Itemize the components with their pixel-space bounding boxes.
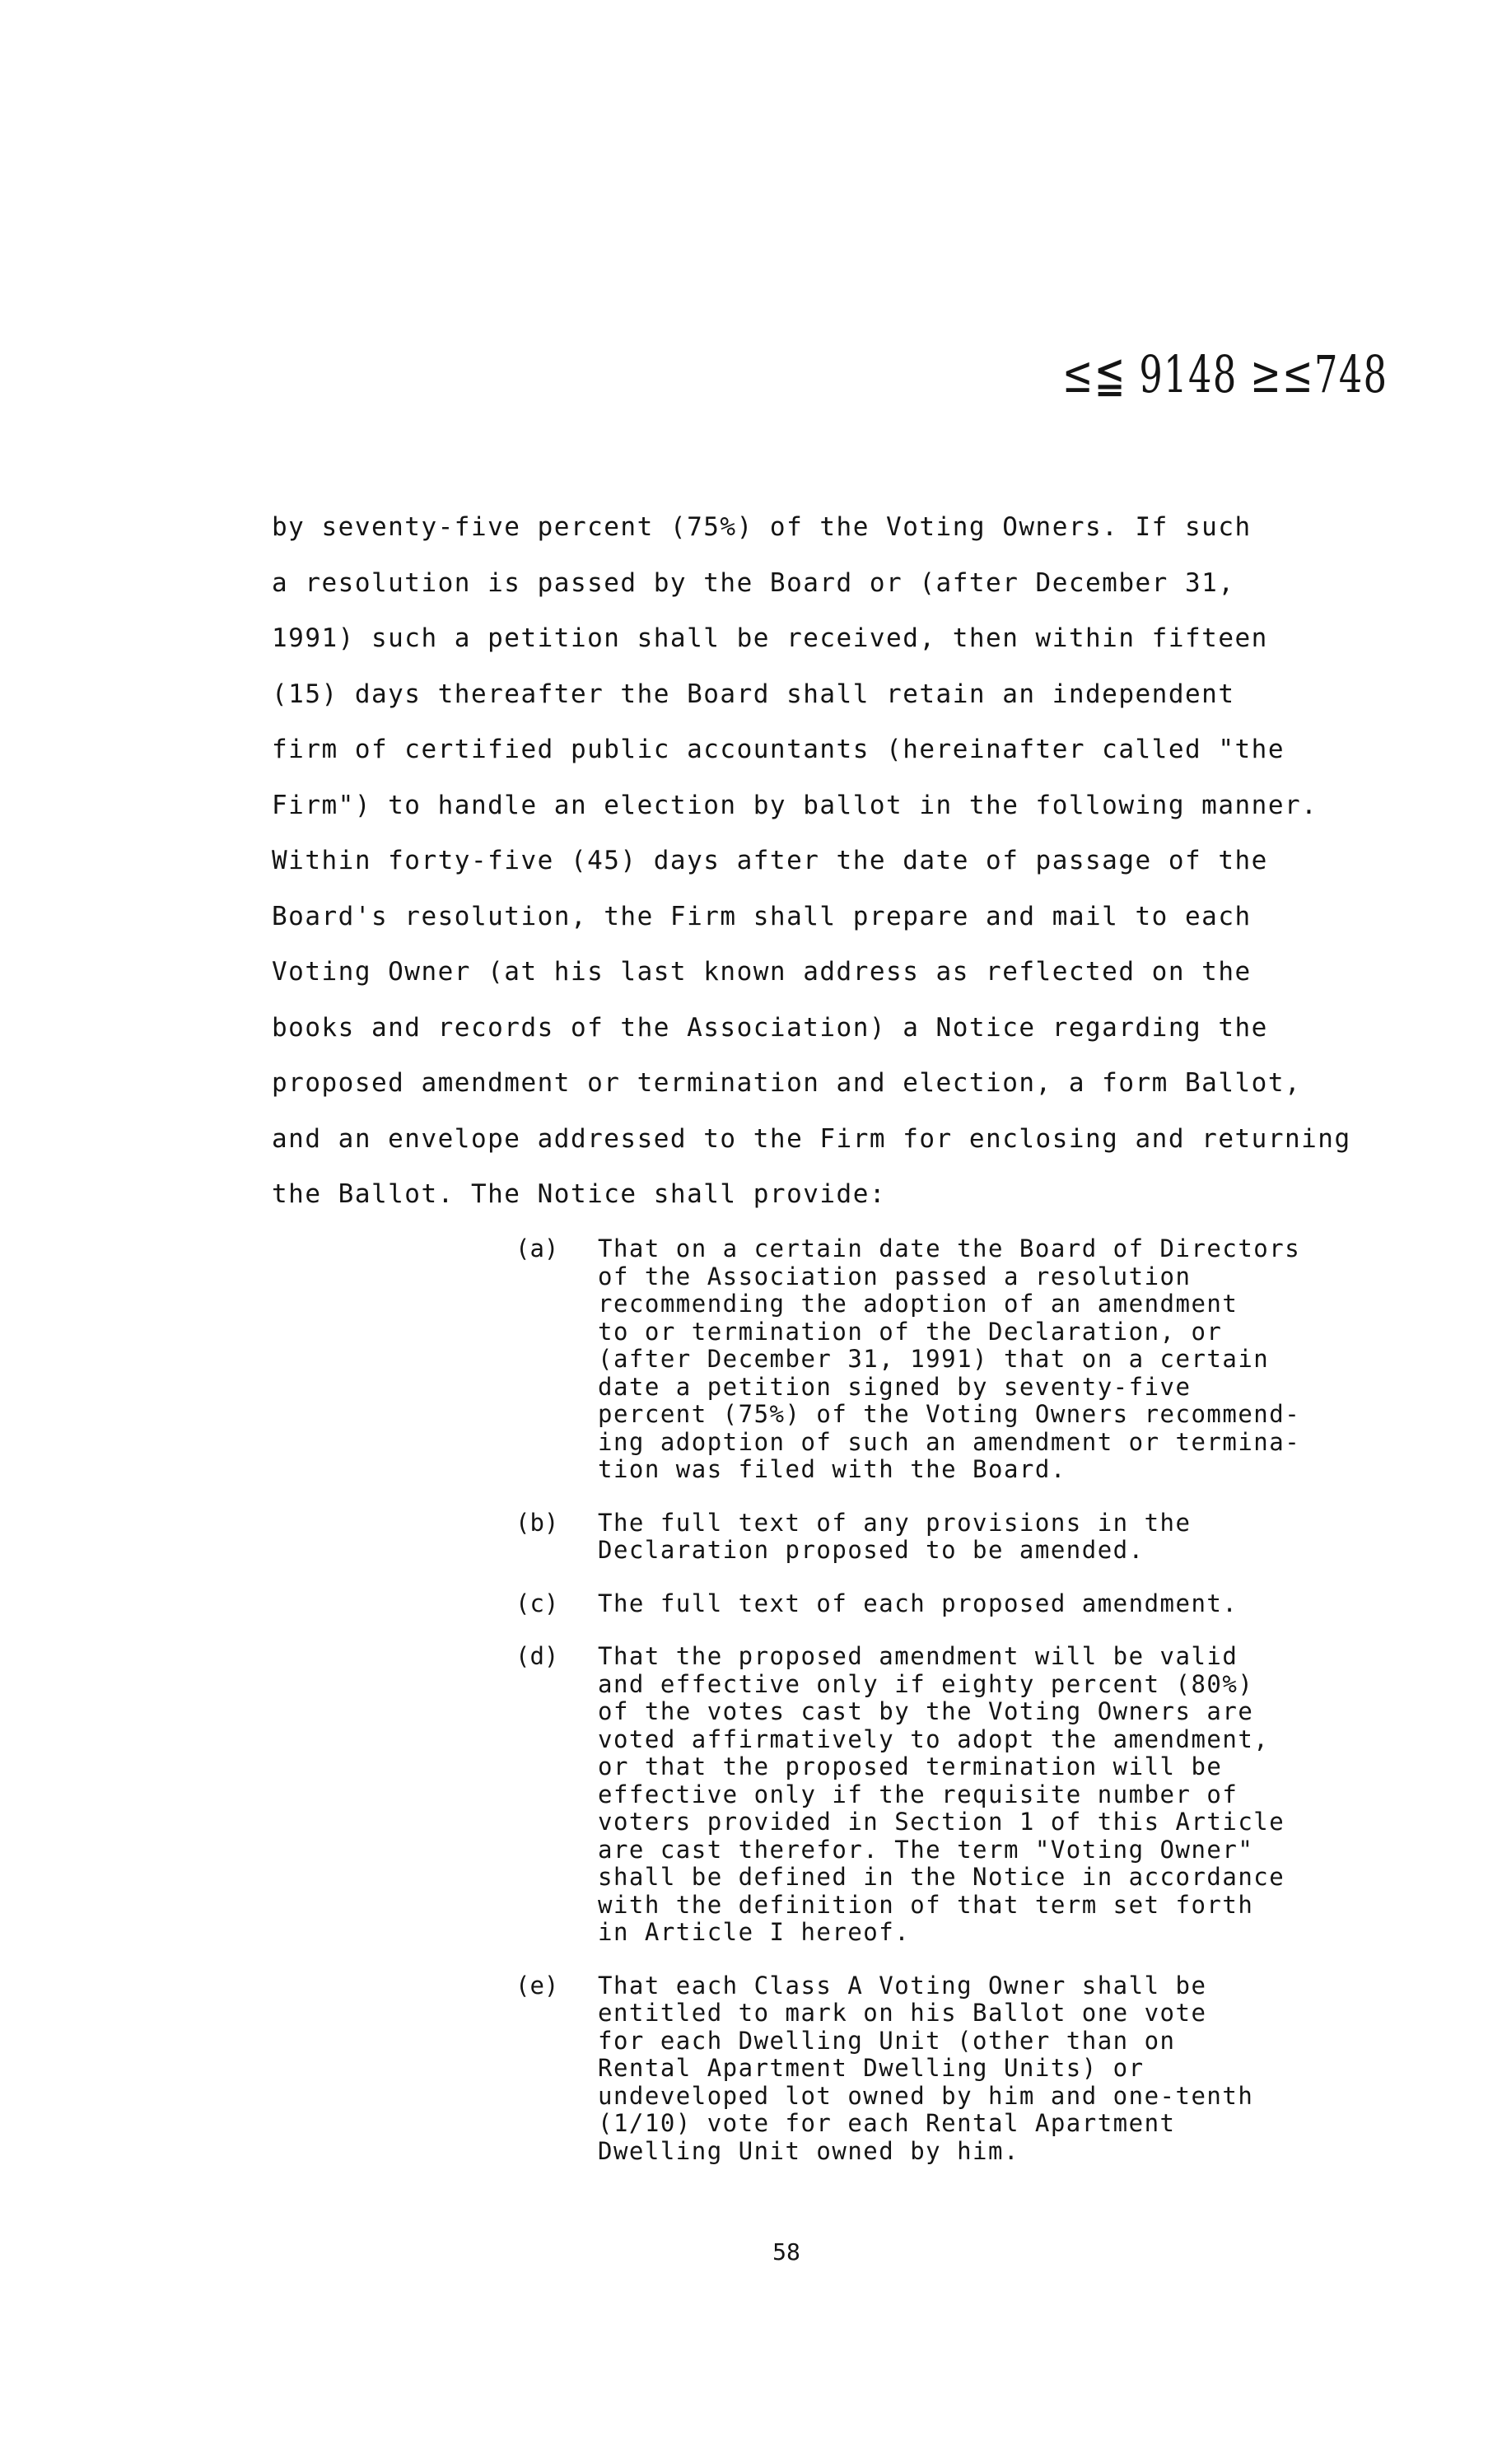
provision-item [515,1972,1446,2166]
paragraph-line: by seventy-five percent (75%) of the Voting Owners. If such [272,512,1252,542]
provision-line: for each Dwelling Unit (other than on [598,2026,1176,2055]
provision-line: and effective only if eighty percent (80%) [598,1669,1254,1698]
paragraph-line: firm of certified public accountants (hereinafter called "the [272,735,1285,764]
paragraph-line: the Ballot. The Notice shall provide: [272,1179,887,1209]
provision-line: date a petition signed by seventy-five [598,1372,1192,1401]
provision-line: of the Association passed a resolution [598,1262,1192,1290]
provision-line: (after December 31, 1991) that on a certain [598,1345,1270,1373]
provision-line: Rental Apartment Dwelling Units) or [598,2054,1145,2082]
provision-line: undeveloped lot owned by him and one-tenth [598,2081,1254,2110]
paragraph-line: Board's resolution, the Firm shall prepare and mail to each [272,901,1252,931]
provision-text [598,1590,1446,1618]
provision-item [515,1643,1446,1947]
provision-text [598,1510,1446,1565]
provision-label: (c) [515,1589,559,1617]
provision-line: (1/10) vote for each Rental Apartment [598,2109,1176,2137]
provision-line: The full text of each proposed amendment. [598,1589,1238,1617]
provision-line: recommending the adoption of an amendment [598,1290,1238,1318]
paragraph-line: books and records of the Association) a Notice regarding the [272,1012,1268,1043]
provision-item [515,1235,1446,1484]
provision-line: voters provided in Section 1 of this Article [598,1808,1285,1836]
provision-line: entitled to mark on his Ballot one vote [598,1999,1207,2027]
provision-label: (e) [515,1971,559,2000]
provision-text [598,1643,1446,1947]
provision-label: (b) [515,1508,559,1537]
provision-line: That the proposed amendment will be valid [598,1642,1238,1670]
provision-line: to or termination of the Declaration, or [598,1317,1223,1346]
provision-line: Dwelling Unit owned by him. [598,2136,1019,2165]
provision-line: tion was filed with the Board. [598,1455,1066,1483]
paragraph-line: proposed amendment or termination and election, a form Ballot, [272,1068,1302,1098]
paragraph-line: and an envelope addressed to the Firm for enclosing and returning [272,1123,1351,1154]
provision-item [515,1590,1446,1618]
paragraph-line: Firm") to handle an election by ballot in the following manner. [272,790,1318,820]
provision-line: with the definition of that term set forth [598,1890,1254,1919]
page-number: 58 [772,2238,800,2266]
provision-line: are cast therefor. The term "Voting Owner" [598,1835,1254,1864]
provision-line: shall be defined in the Notice in accordance [598,1863,1285,1891]
provision-line: voted affirmatively to adopt the amendment, [598,1724,1270,1753]
provision-label: (d) [515,1642,559,1670]
provision-line: Declaration proposed to be amended. [598,1536,1145,1564]
provision-line: The full text of any provisions in the [598,1508,1192,1537]
body-paragraph [272,511,1441,1234]
provision-label: (a) [515,1234,559,1262]
provision-item [515,1510,1446,1565]
provision-list [515,1235,1446,2191]
paragraph-line: a resolution is passed by the Board or (after December 31, [272,567,1235,598]
provision-line: in Article I hereof. [598,1918,911,1946]
provision-line: That each Class A Voting Owner shall be [598,1971,1207,2000]
provision-text [598,1972,1446,2166]
provision-line: or that the proposed termination will be [598,1752,1223,1780]
paragraph-line: 1991) such a petition shall be received, then within fifteen [272,623,1268,653]
provision-line: That on a certain date the Board of Directors [598,1234,1301,1262]
paragraph-line: Within forty-five (45) days after the date of passage of the [272,846,1268,875]
provision-line: effective only if the requisite number of [598,1780,1238,1808]
header-stamp: ≤≦ 9148 ≥≤748 [1062,344,1388,404]
provision-text [598,1235,1446,1484]
provision-line: of the votes cast by the Voting Owners are [598,1697,1254,1725]
provision-line: ing adoption of such an amendment or termina- [598,1427,1301,1456]
provision-line: percent (75%) of the Voting Owners recommend- [598,1400,1301,1428]
paragraph-line: (15) days thereafter the Board shall retain an independent [272,679,1235,709]
paragraph-line: Voting Owner (at his last known address as reflected on the [272,957,1252,987]
